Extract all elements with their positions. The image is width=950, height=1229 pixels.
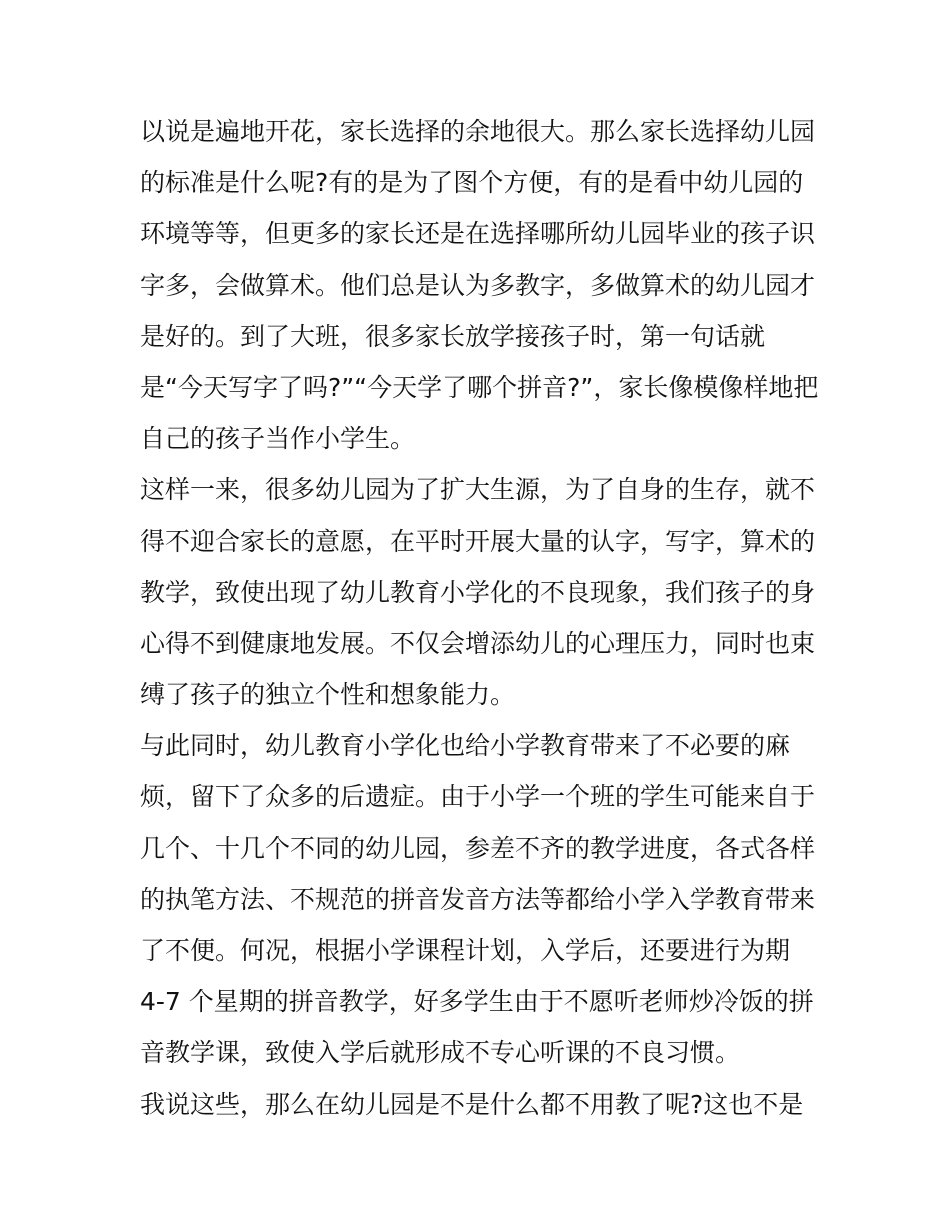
text-line: 这样一来，很多幼儿园为了扩大生源，为了自身的生存，就不: [140, 475, 816, 505]
text-line: 的执笔方法、不规范的拼音发音方法等都给小学入学教育带来: [140, 884, 816, 914]
text-line: 的标准是什么呢?有的是为了图个方便，有的是看中幼儿园的: [140, 168, 804, 198]
text-line: 得不迎合家长的意愿，在平时开展大量的认字，写字，算术的: [140, 526, 816, 556]
text-line: 心得不到健康地发展。不仅会增添幼儿的心理压力，同时也束: [140, 628, 816, 658]
text-line: 缚了孩子的独立个性和想象能力。: [140, 680, 516, 710]
text-line: 几个、十几个不同的幼儿园，参差不齐的教学进度，各式各样: [140, 833, 816, 863]
text-line: 字多，会做算术。他们总是认为多教字，多做算术的幼儿园才: [140, 270, 816, 300]
body-text: [140, 106, 830, 1130]
text-line: 烦，留下了众多的后遗症。由于小学一个班的学生可能来自于: [140, 782, 816, 812]
text-line: 我说这些，那么在幼儿园是不是什么都不用教了呢?这也不是: [140, 1089, 804, 1119]
text-line: 是好的。到了大班，很多家长放学接孩子时，第一句话就: [140, 321, 766, 351]
text-line: 是“今天写字了吗?”“今天学了哪个拼音?”，家长像模像样地把: [140, 372, 819, 402]
text-line: 环境等等，但更多的家长还是在选择哪所幼儿园毕业的孩子识: [140, 219, 816, 249]
text-line: 了不便。何况，根据小学课程计划，入学后，还要进行为期: [140, 936, 791, 965]
text-line: 4-7 个星期的拼音教学，好多学生由于不愿听老师炒冷饭的拼: [140, 987, 814, 1017]
text-line: 与此同时，幼儿教育小学化也给小学教育带来了不必要的麻: [140, 731, 791, 761]
text-line: 音教学课，致使入学后就形成不专心听课的不良习惯。: [140, 1038, 741, 1068]
text-line: 自己的孩子当作小学生。: [140, 424, 416, 454]
text-line: 教学，致使出现了幼儿教育小学化的不良现象，我们孩子的身: [140, 577, 816, 607]
text-line: 以说是遍地开花，家长选择的余地很大。那么家长选择幼儿园: [140, 117, 816, 146]
